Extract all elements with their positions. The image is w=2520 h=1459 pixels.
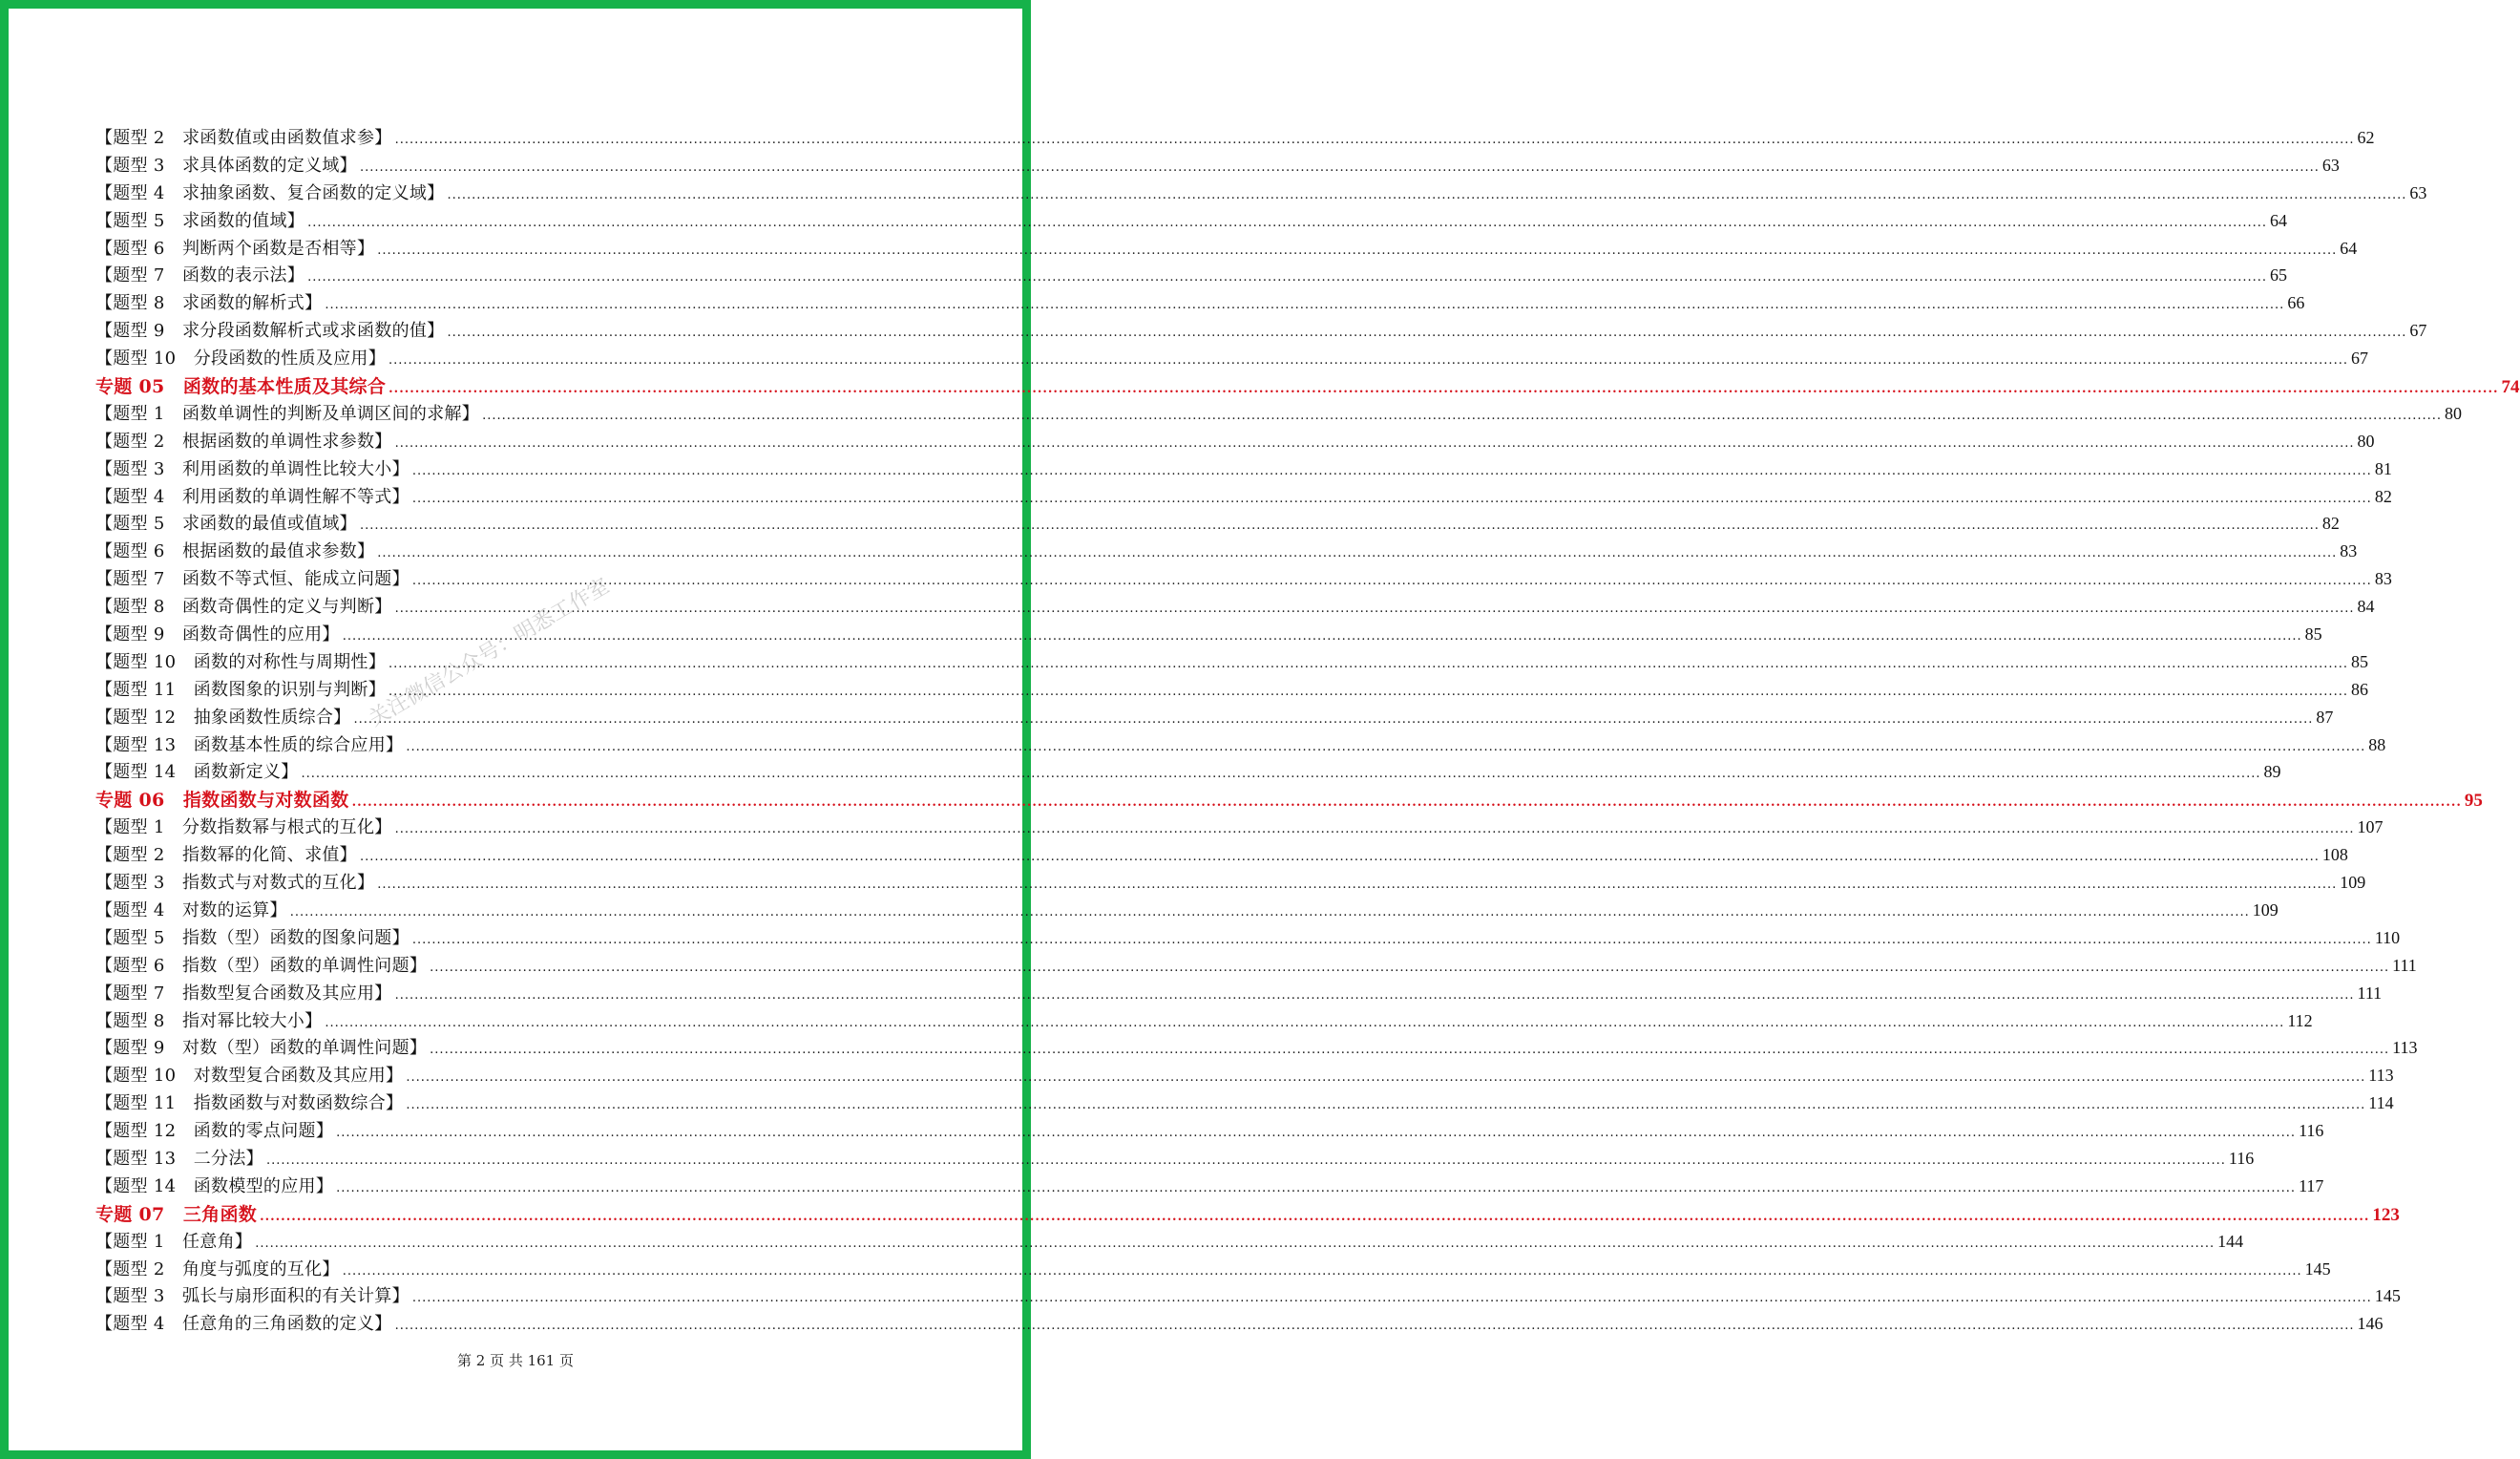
toc-leader-dots: ................................................................................................................................................................................................................................................................................................................................................................................................................ <box>336 1180 2297 1195</box>
toc-leader-dots: ................................................................................................................................................................................................................................................................................................................................................................................................................ <box>411 463 2372 478</box>
toc-entry-title: 【题型 1 任意角】 <box>95 1231 253 1252</box>
watermark: 关注微信公众号：明悉工作室 <box>365 574 614 731</box>
toc-entry[interactable] <box>95 676 2368 704</box>
toc-entry[interactable] <box>95 1089 2394 1117</box>
toc-section-heading[interactable] <box>95 372 2520 400</box>
toc-leader-dots: ................................................................................................................................................................................................................................................................................................................................................................................................................ <box>307 215 2268 230</box>
toc-entry-title: 【题型 4 求抽象函数、复合函数的定义域】 <box>95 182 445 203</box>
toc-page-number: 63 <box>2409 182 2427 202</box>
toc-page-number: 67 <box>2409 321 2427 341</box>
table-of-contents <box>95 124 2520 1338</box>
toc-page-number: 111 <box>2357 983 2383 1003</box>
toc-entry-title: 【题型 9 求分段函数解析式或求函数的值】 <box>95 321 445 342</box>
toc-page-number: 83 <box>2374 569 2392 589</box>
toc-page-number: 66 <box>2287 293 2305 313</box>
toc-leader-dots: ................................................................................................................................................................................................................................................................................................................................................................................................................ <box>336 1126 2297 1141</box>
toc-entry[interactable] <box>95 565 2392 593</box>
toc-page-number: 84 <box>2357 597 2375 617</box>
toc-section-heading[interactable] <box>95 786 2483 814</box>
toc-entry[interactable] <box>95 731 2386 759</box>
toc-page-number: 65 <box>2270 265 2288 285</box>
toc-leader-dots: ................................................................................................................................................................................................................................................................................................................................................................................................................ <box>411 491 2372 506</box>
page-footer: 第 2 页 共 161 页 <box>456 1352 574 1369</box>
toc-entry-title: 【题型 3 利用函数的单调性比较大小】 <box>95 458 410 479</box>
toc-page-number: 87 <box>2316 707 2334 727</box>
toc-entry[interactable] <box>95 207 2288 235</box>
toc-entry[interactable] <box>95 758 2281 786</box>
toc-entry-title: 【题型 3 指数式与对数式的互化】 <box>95 873 375 894</box>
toc-entry-title: 【题型 1 分数指数幂与根式的互化】 <box>95 817 392 838</box>
toc-entry-title: 【题型 2 根据函数的单调性求参数】 <box>95 431 392 452</box>
toc-leader-dots: ................................................................................................................................................................................................................................................................................................................................................................................................................ <box>359 518 2320 534</box>
toc-leader-dots: ................................................................................................................................................................................................................................................................................................................................................................................................................ <box>430 1043 2390 1058</box>
toc-page-number: 85 <box>2304 624 2322 645</box>
toc-entry[interactable] <box>95 1034 2418 1062</box>
toc-entry[interactable] <box>95 648 2368 676</box>
toc-entry-title: 【题型 3 弧长与扇形面积的有关计算】 <box>95 1286 410 1307</box>
toc-leader-dots: ................................................................................................................................................................................................................................................................................................................................................................................................................ <box>388 656 2348 671</box>
toc-leader-dots: ................................................................................................................................................................................................................................................................................................................................................................................................................ <box>377 878 2338 893</box>
toc-entry[interactable] <box>95 952 2417 980</box>
toc-leader-dots: ................................................................................................................................................................................................................................................................................................................................................................................................................ <box>394 435 2355 451</box>
toc-entry-title: 【题型 7 函数不等式恒、能成立问题】 <box>95 569 410 590</box>
toc-entry[interactable] <box>95 152 2340 180</box>
toc-leader-dots: ................................................................................................................................................................................................................................................................................................................................................................................................................ <box>255 1236 2216 1251</box>
toc-entry[interactable] <box>95 1256 2331 1283</box>
toc-page-number: 85 <box>2350 651 2368 671</box>
toc-leader-dots: ................................................................................................................................................................................................................................................................................................................................................................................................................ <box>430 960 2390 975</box>
toc-leader-dots: ................................................................................................................................................................................................................................................................................................................................................................................................................ <box>406 739 2366 754</box>
toc-leader-dots: ................................................................................................................................................................................................................................................................................................................................................................................................................ <box>411 1291 2372 1306</box>
toc-leader-dots: ................................................................................................................................................................................................................................................................................................................................................................................................................ <box>406 1098 2366 1113</box>
toc-page-number: 86 <box>2350 679 2368 699</box>
toc-page-number: 63 <box>2321 155 2340 175</box>
toc-section-heading[interactable] <box>95 1200 2400 1228</box>
toc-entry[interactable] <box>95 869 2366 897</box>
toc-entry[interactable] <box>95 1282 2401 1310</box>
toc-entry-title: 【题型 7 函数的表示法】 <box>95 265 305 286</box>
toc-leader-dots: ................................................................................................................................................................................................................................................................................................................................................................................................................ <box>406 1070 2366 1086</box>
toc-entry-title: 【题型 10 对数型复合函数及其应用】 <box>95 1066 404 1087</box>
toc-leader-dots: ................................................................................................................................................................................................................................................................................................................................................................................................................ <box>359 159 2320 175</box>
toc-page-number: 109 <box>2340 873 2366 893</box>
toc-entry-title: 【题型 6 指数（型）函数的单调性问题】 <box>95 955 428 976</box>
toc-entry[interactable] <box>95 235 2358 263</box>
toc-leader-dots: ................................................................................................................................................................................................................................................................................................................................................................................................................ <box>388 353 2348 369</box>
toc-entry-title: 【题型 4 利用函数的单调性解不等式】 <box>95 486 410 507</box>
toc-page-number: 82 <box>2321 514 2340 534</box>
toc-entry-title: 【题型 5 指数（型）函数的图象问题】 <box>95 927 410 948</box>
toc-entry-title: 专题 05 函数的基本性质及其综合 <box>95 376 387 398</box>
toc-entry-title: 【题型 5 求函数的最值或值域】 <box>95 514 357 535</box>
toc-page-number: 89 <box>2263 762 2281 782</box>
toc-page-number: 82 <box>2374 486 2392 506</box>
toc-page-number: 62 <box>2357 128 2375 147</box>
toc-page-number: 114 <box>2368 1093 2394 1113</box>
toc-entry-title: 【题型 9 函数奇偶性的应用】 <box>95 624 340 645</box>
toc-leader-dots: ................................................................................................................................................................................................................................................................................................................................................................................................................ <box>447 187 2407 202</box>
toc-leader-dots: ................................................................................................................................................................................................................................................................................................................................................................................................................ <box>351 795 2462 811</box>
toc-page-number: 95 <box>2464 791 2483 812</box>
toc-entry-title: 【题型 6 根据函数的最值求参数】 <box>95 541 375 562</box>
toc-entry-title: 【题型 3 求具体函数的定义域】 <box>95 155 357 176</box>
toc-entry-title: 【题型 14 函数模型的应用】 <box>95 1175 334 1196</box>
toc-page-number: 80 <box>2357 431 2375 451</box>
toc-entry-title: 【题型 4 任意角的三角函数的定义】 <box>95 1314 392 1335</box>
toc-page-number: 116 <box>2228 1148 2255 1168</box>
toc-entry-title: 【题型 14 函数新定义】 <box>95 762 299 783</box>
toc-entry-title: 【题型 8 函数奇偶性的定义与判断】 <box>95 597 392 618</box>
toc-entry[interactable] <box>95 262 2288 289</box>
toc-page-number: 116 <box>2299 1121 2324 1141</box>
toc-entry-title: 【题型 5 求函数的值域】 <box>95 210 305 231</box>
toc-entry-title: 【题型 13 二分法】 <box>95 1148 263 1169</box>
toc-page-number: 108 <box>2321 845 2348 865</box>
toc-page-number: 88 <box>2368 734 2386 754</box>
toc-entry-title: 【题型 11 函数图象的识别与判断】 <box>95 679 387 700</box>
toc-entry-title: 【题型 13 函数基本性质的综合应用】 <box>95 734 404 755</box>
toc-entry[interactable] <box>95 924 2401 952</box>
toc-entry[interactable] <box>95 897 2278 924</box>
toc-leader-dots: ................................................................................................................................................................................................................................................................................................................................................................................................................ <box>359 850 2320 865</box>
toc-entry-title: 【题型 4 对数的运算】 <box>95 899 287 920</box>
toc-entry[interactable] <box>95 1173 2324 1200</box>
toc-entry[interactable] <box>95 345 2368 372</box>
toc-page-number: 145 <box>2374 1286 2401 1306</box>
toc-entry[interactable] <box>95 124 2375 152</box>
toc-leader-dots: ................................................................................................................................................................................................................................................................................................................................................................................................................ <box>394 602 2355 617</box>
toc-leader-dots: ................................................................................................................................................................................................................................................................................................................................................................................................................ <box>307 270 2268 285</box>
toc-page-number: 80 <box>2445 403 2463 423</box>
toc-entry-title: 【题型 2 求函数值或由函数值求参】 <box>95 128 392 148</box>
toc-entry-title: 【题型 10 函数的对称性与周期性】 <box>95 651 387 672</box>
toc-entry[interactable] <box>95 841 2348 869</box>
toc-entry-title: 【题型 6 判断两个函数是否相等】 <box>95 238 375 259</box>
toc-leader-dots: ................................................................................................................................................................................................................................................................................................................................................................................................................ <box>394 987 2355 1003</box>
toc-page-number: 111 <box>2392 955 2417 975</box>
toc-entry[interactable] <box>95 1228 2244 1256</box>
toc-entry[interactable] <box>95 1145 2255 1173</box>
toc-page-number: 64 <box>2270 210 2288 230</box>
toc-leader-dots: ................................................................................................................................................................................................................................................................................................................................................................................................................ <box>342 1263 2302 1279</box>
toc-entry[interactable] <box>95 1007 2313 1035</box>
toc-entry-title: 【题型 9 对数（型）函数的单调性问题】 <box>95 1038 428 1059</box>
toc-entry[interactable] <box>95 483 2392 511</box>
toc-leader-dots: ................................................................................................................................................................................................................................................................................................................................................................................................................ <box>377 243 2338 258</box>
toc-entry-title: 【题型 7 指数型复合函数及其应用】 <box>95 983 392 1004</box>
toc-page-number: 145 <box>2304 1258 2331 1279</box>
toc-leader-dots: ................................................................................................................................................................................................................................................................................................................................................................................................................ <box>482 408 2443 423</box>
toc-page-number: 123 <box>2372 1204 2400 1225</box>
toc-entry-title: 专题 06 指数函数与对数函数 <box>95 790 349 812</box>
toc-leader-dots: ................................................................................................................................................................................................................................................................................................................................................................................................................ <box>394 822 2355 837</box>
toc-entry[interactable] <box>95 621 2322 648</box>
toc-page-number: 107 <box>2357 817 2384 837</box>
toc-leader-dots: ................................................................................................................................................................................................................................................................................................................................................................................................................ <box>289 904 2250 920</box>
toc-leader-dots: ................................................................................................................................................................................................................................................................................................................................................................................................................ <box>377 546 2338 561</box>
toc-page-number: 146 <box>2357 1314 2384 1334</box>
toc-entry-title: 专题 07 三角函数 <box>95 1203 258 1225</box>
toc-entry[interactable] <box>95 980 2383 1007</box>
toc-page-number: 117 <box>2299 1175 2324 1195</box>
toc-entry-title: 【题型 8 求函数的解析式】 <box>95 293 323 314</box>
toc-entry[interactable] <box>95 1310 2384 1338</box>
toc-leader-dots: ................................................................................................................................................................................................................................................................................................................................................................................................................ <box>394 133 2355 147</box>
toc-page-number: 110 <box>2374 927 2401 947</box>
toc-entry[interactable] <box>95 1117 2324 1145</box>
toc-leader-dots: ................................................................................................................................................................................................................................................................................................................................................................................................................ <box>388 684 2348 699</box>
toc-entry-title: 【题型 1 函数单调性的判断及单调区间的求解】 <box>95 403 480 424</box>
toc-entry-title: 【题型 8 指对幂比较大小】 <box>95 1010 323 1031</box>
toc-page-number: 112 <box>2287 1010 2313 1030</box>
toc-entry-title: 【题型 2 指数幂的化简、求值】 <box>95 845 357 866</box>
toc-entry-title: 【题型 10 分段函数的性质及应用】 <box>95 349 387 370</box>
toc-entry[interactable] <box>95 538 2358 565</box>
toc-entry[interactable] <box>95 510 2340 538</box>
toc-page-number: 67 <box>2350 349 2368 369</box>
toc-entry[interactable] <box>95 704 2334 731</box>
toc-page-number: 109 <box>2252 899 2278 920</box>
toc-entry[interactable] <box>95 1062 2394 1089</box>
toc-page-number: 74 <box>2501 377 2520 398</box>
toc-leader-dots: ................................................................................................................................................................................................................................................................................................................................................................................................................ <box>394 1319 2355 1334</box>
toc-entry[interactable] <box>95 180 2427 207</box>
toc-entry[interactable] <box>95 289 2305 317</box>
toc-leader-dots: ................................................................................................................................................................................................................................................................................................................................................................................................................ <box>301 767 2261 782</box>
toc-leader-dots: ................................................................................................................................................................................................................................................................................................................................................................................................................ <box>325 298 2285 313</box>
toc-entry[interactable] <box>95 428 2375 455</box>
toc-entry[interactable] <box>95 400 2463 428</box>
toc-entry-title: 【题型 12 抽象函数性质综合】 <box>95 707 351 728</box>
toc-page-number: 81 <box>2374 458 2392 478</box>
toc-leader-dots: ................................................................................................................................................................................................................................................................................................................................................................................................................ <box>388 382 2499 397</box>
toc-page-number: 64 <box>2340 238 2358 258</box>
toc-leader-dots: ................................................................................................................................................................................................................................................................................................................................................................................................................ <box>265 1152 2226 1168</box>
toc-leader-dots: ................................................................................................................................................................................................................................................................................................................................................................................................................ <box>353 711 2314 727</box>
toc-entry[interactable] <box>95 317 2427 345</box>
toc-page-number: 144 <box>2217 1231 2244 1251</box>
toc-page-number: 113 <box>2368 1066 2394 1086</box>
toc-entry[interactable] <box>95 593 2375 621</box>
toc-leader-dots: ................................................................................................................................................................................................................................................................................................................................................................................................................ <box>342 629 2302 645</box>
toc-leader-dots: ................................................................................................................................................................................................................................................................................................................................................................................................................ <box>447 326 2407 341</box>
toc-leader-dots: ................................................................................................................................................................................................................................................................................................................................................................................................................ <box>411 574 2372 589</box>
toc-leader-dots: ................................................................................................................................................................................................................................................................................................................................................................................................................ <box>260 1209 2370 1224</box>
toc-page-number: 113 <box>2392 1038 2418 1058</box>
toc-entry[interactable] <box>95 814 2384 841</box>
toc-entry-title: 【题型 11 指数函数与对数函数综合】 <box>95 1093 404 1114</box>
toc-entry-title: 【题型 12 函数的零点问题】 <box>95 1121 334 1142</box>
toc-entry[interactable] <box>95 455 2392 483</box>
toc-leader-dots: ................................................................................................................................................................................................................................................................................................................................................................................................................ <box>325 1015 2285 1030</box>
toc-leader-dots: ................................................................................................................................................................................................................................................................................................................................................................................................................ <box>411 932 2372 947</box>
toc-entry-title: 【题型 2 角度与弧度的互化】 <box>95 1258 340 1279</box>
toc-page-number: 83 <box>2340 541 2358 561</box>
